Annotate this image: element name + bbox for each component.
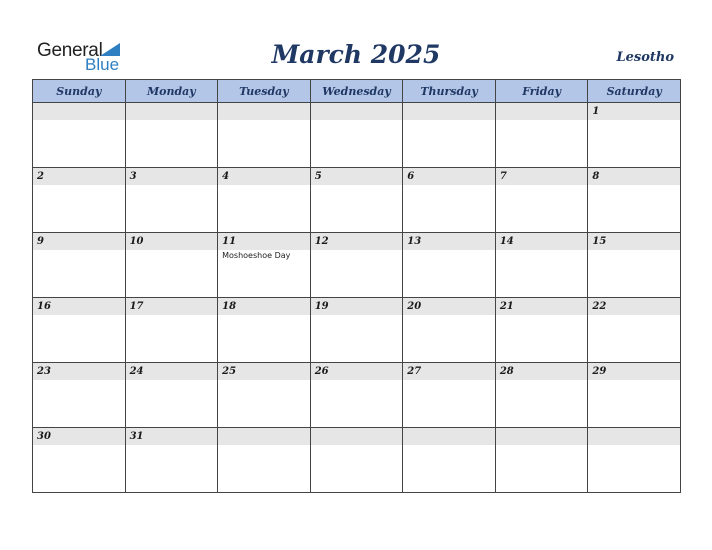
week-row [33,168,681,233]
country-label: Lesotho [616,50,674,65]
day-cell[interactable] [310,233,403,298]
page-title: March 2025 [271,40,441,69]
day-number: 7 [496,168,588,185]
day-cell[interactable] [588,103,681,168]
day-cell[interactable] [218,363,311,428]
day-cell[interactable] [310,168,403,233]
day-number: 23 [33,363,125,380]
day-number: 31 [126,428,218,445]
day-number: 10 [126,233,218,250]
day-number [126,103,218,120]
week-row [33,363,681,428]
day-number: 16 [33,298,125,315]
day-cell[interactable] [33,428,126,493]
day-number [311,428,403,445]
day-cell[interactable] [495,168,588,233]
day-number: 13 [403,233,495,250]
day-cell[interactable] [125,233,218,298]
day-cell[interactable] [33,103,126,168]
weekday-header: Sunday [33,80,126,103]
holiday-label: Moshoeshoe Day [222,251,291,260]
day-number [403,103,495,120]
day-cell[interactable] [403,428,496,493]
weekday-header: Thursday [403,80,496,103]
day-number: 28 [496,363,588,380]
day-cell[interactable] [495,233,588,298]
week-row [33,298,681,363]
day-cell[interactable] [33,363,126,428]
logo-text-blue: Blue [85,55,120,74]
day-number: 17 [126,298,218,315]
day-cell[interactable] [125,168,218,233]
day-cell[interactable] [310,103,403,168]
day-cell[interactable] [310,363,403,428]
day-number: 18 [218,298,310,315]
day-number: 20 [403,298,495,315]
day-number: 15 [588,233,680,250]
day-cell[interactable] [495,103,588,168]
day-number [33,103,125,120]
day-cell[interactable] [495,363,588,428]
day-number: 2 [33,168,125,185]
day-cell[interactable] [33,168,126,233]
day-cell[interactable] [310,298,403,363]
week-row [33,233,681,298]
day-cell[interactable] [125,103,218,168]
weekday-header: Monday [125,80,218,103]
logo-text-general: General [37,40,103,61]
day-number: 19 [311,298,403,315]
day-number: 3 [126,168,218,185]
day-cell[interactable] [125,363,218,428]
day-number: 6 [403,168,495,185]
day-cell[interactable] [588,233,681,298]
week-row [33,428,681,493]
day-cell[interactable] [588,298,681,363]
day-cell[interactable] [33,298,126,363]
day-cell[interactable] [125,298,218,363]
day-cell[interactable] [495,428,588,493]
day-number [588,428,680,445]
day-cell[interactable] [403,103,496,168]
week-row [33,103,681,168]
weekday-header: Friday [495,80,588,103]
day-number [311,103,403,120]
day-number: 29 [588,363,680,380]
day-number: 11 [218,233,310,250]
day-cell[interactable] [218,233,311,298]
day-cell[interactable] [588,428,681,493]
day-cell[interactable] [218,103,311,168]
day-cell[interactable] [403,168,496,233]
weekday-header-row [33,80,681,103]
day-number: 1 [588,103,680,120]
day-cell[interactable] [403,233,496,298]
day-cell[interactable] [403,298,496,363]
day-cell[interactable] [218,168,311,233]
weekday-header: Wednesday [310,80,403,103]
day-cell[interactable] [218,298,311,363]
day-number [496,428,588,445]
day-number: 12 [311,233,403,250]
day-cell[interactable] [588,363,681,428]
day-number [496,103,588,120]
day-cell[interactable] [495,298,588,363]
weekday-header: Saturday [588,80,681,103]
calendar-grid [32,79,681,493]
day-number [218,103,310,120]
day-number: 9 [33,233,125,250]
day-number: 21 [496,298,588,315]
day-cell[interactable] [403,363,496,428]
day-number: 8 [588,168,680,185]
day-number: 24 [126,363,218,380]
day-number: 22 [588,298,680,315]
day-number: 30 [33,428,125,445]
day-number: 26 [311,363,403,380]
day-number: 27 [403,363,495,380]
day-number: 5 [311,168,403,185]
day-number: 25 [218,363,310,380]
day-cell[interactable] [33,233,126,298]
day-cell[interactable] [588,168,681,233]
weekday-header: Tuesday [218,80,311,103]
day-number [218,428,310,445]
day-number: 4 [218,168,310,185]
day-number: 14 [496,233,588,250]
day-cell[interactable] [218,428,311,493]
day-cell[interactable] [125,428,218,493]
day-cell[interactable] [310,428,403,493]
day-number [403,428,495,445]
